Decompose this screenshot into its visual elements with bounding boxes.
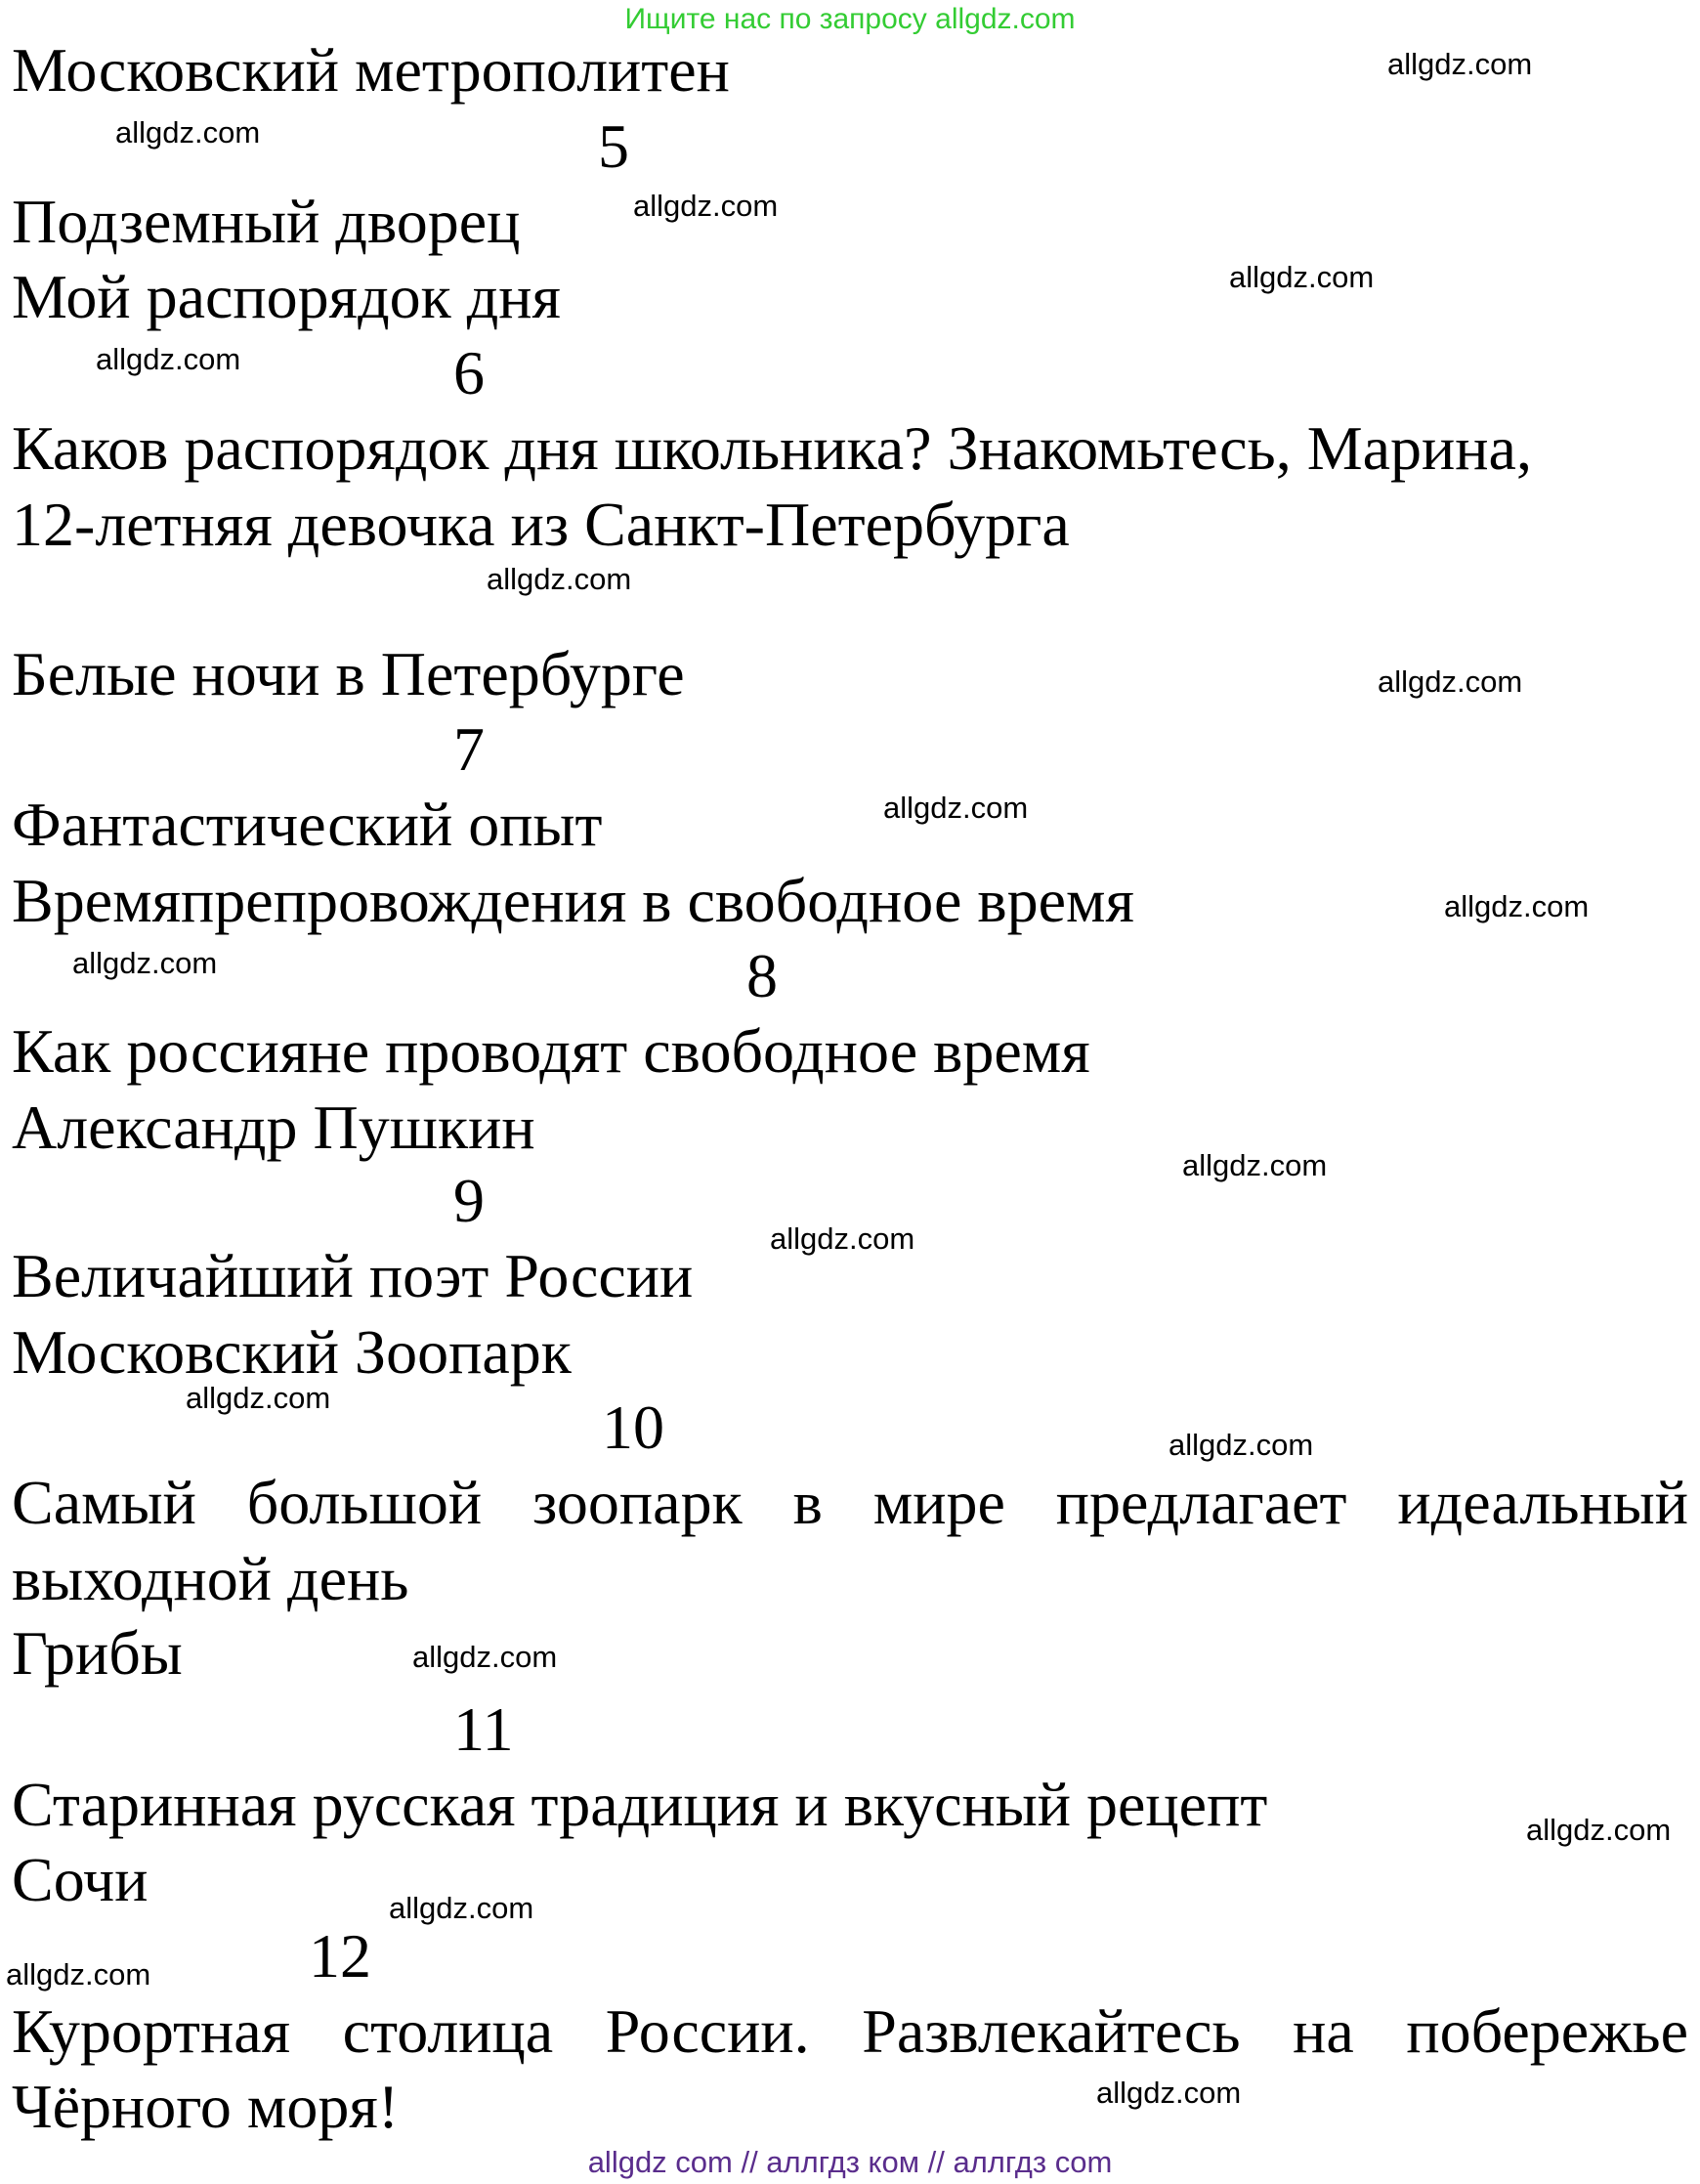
entry-alexander-pushkin: Александр Пушкин bbox=[12, 1092, 535, 1162]
watermark: allgdz.com bbox=[1096, 2076, 1242, 2110]
page-number-12: 12 bbox=[309, 1921, 371, 1991]
watermark: allgdz.com bbox=[633, 189, 779, 223]
entry-biggest-zoo-line2: выходной день bbox=[12, 1544, 409, 1613]
entry-free-time-pastime: Времяпрепровождения в свободное время bbox=[12, 866, 1134, 935]
entry-underground-palace: Подземный дворец bbox=[12, 187, 521, 256]
entry-daily-routine: Мой распорядок дня bbox=[12, 262, 561, 331]
page-number-9: 9 bbox=[453, 1166, 485, 1235]
watermark: allgdz.com bbox=[487, 562, 632, 596]
watermark: allgdz.com bbox=[1444, 889, 1590, 923]
entry-biggest-zoo-line1: Самый большой зоопарк в мире предлагает идеальный bbox=[12, 1468, 1688, 1537]
watermark: allgdz.com bbox=[1229, 260, 1375, 294]
entry-moscow-zoo: Московский Зоопарк bbox=[12, 1317, 572, 1387]
page-number-5: 5 bbox=[598, 111, 629, 181]
footer-watermark[interactable]: allgdz com // аллгдз ком // аллгдз com bbox=[587, 2145, 1113, 2179]
page-number-7: 7 bbox=[453, 714, 485, 784]
watermark: allgdz.com bbox=[412, 1640, 558, 1674]
watermark: allgdz.com bbox=[770, 1221, 915, 1256]
watermark: allgdz.com bbox=[883, 791, 1029, 825]
watermark: allgdz.com bbox=[1387, 47, 1533, 81]
entry-mushrooms: Грибы bbox=[12, 1618, 183, 1688]
watermark: allgdz.com bbox=[186, 1381, 331, 1415]
entry-schoolchild-routine-line2: 12-летняя девочка из Санкт-Петербурга bbox=[12, 490, 1070, 559]
entry-white-nights: Белые ночи в Петербурге bbox=[12, 639, 685, 708]
watermark: allgdz.com bbox=[6, 1957, 151, 1991]
entry-fantastic-experience: Фантастический опыт bbox=[12, 790, 603, 859]
entry-russian-tradition-recipe: Старинная русская традиция и вкусный рецепт bbox=[12, 1770, 1268, 1839]
entry-russians-free-time: Как россияне проводят свободное время bbox=[12, 1016, 1090, 1086]
page-number-11: 11 bbox=[453, 1694, 514, 1764]
entry-sochi: Сочи bbox=[12, 1845, 149, 1914]
page-number-6: 6 bbox=[453, 338, 485, 407]
entry-resort-capital-line1: Курортная столица России. Развлекайтесь на побережье bbox=[12, 1996, 1688, 2066]
watermark: allgdz.com bbox=[1182, 1148, 1328, 1182]
page-number-10: 10 bbox=[602, 1392, 664, 1462]
watermark: allgdz.com bbox=[96, 342, 241, 376]
top-banner[interactable]: Ищите нас по запросу allgdz.com bbox=[624, 3, 1076, 35]
page-number-8: 8 bbox=[746, 941, 778, 1010]
watermark: allgdz.com bbox=[115, 115, 261, 150]
entry-greatest-poet: Величайший поэт России bbox=[12, 1241, 694, 1310]
watermark: allgdz.com bbox=[1378, 664, 1523, 699]
watermark: allgdz.com bbox=[1526, 1813, 1672, 1847]
entry-resort-capital-line2: Чёрного моря! bbox=[12, 2072, 400, 2141]
watermark: allgdz.com bbox=[389, 1891, 534, 1925]
entry-moscow-metro: Московский метрополитен bbox=[12, 35, 730, 105]
entry-schoolchild-routine-line1: Каков распорядок дня школьника? Знакомьтесь, Марина, bbox=[12, 413, 1532, 483]
watermark: allgdz.com bbox=[1169, 1428, 1314, 1462]
watermark: allgdz.com bbox=[72, 946, 218, 980]
